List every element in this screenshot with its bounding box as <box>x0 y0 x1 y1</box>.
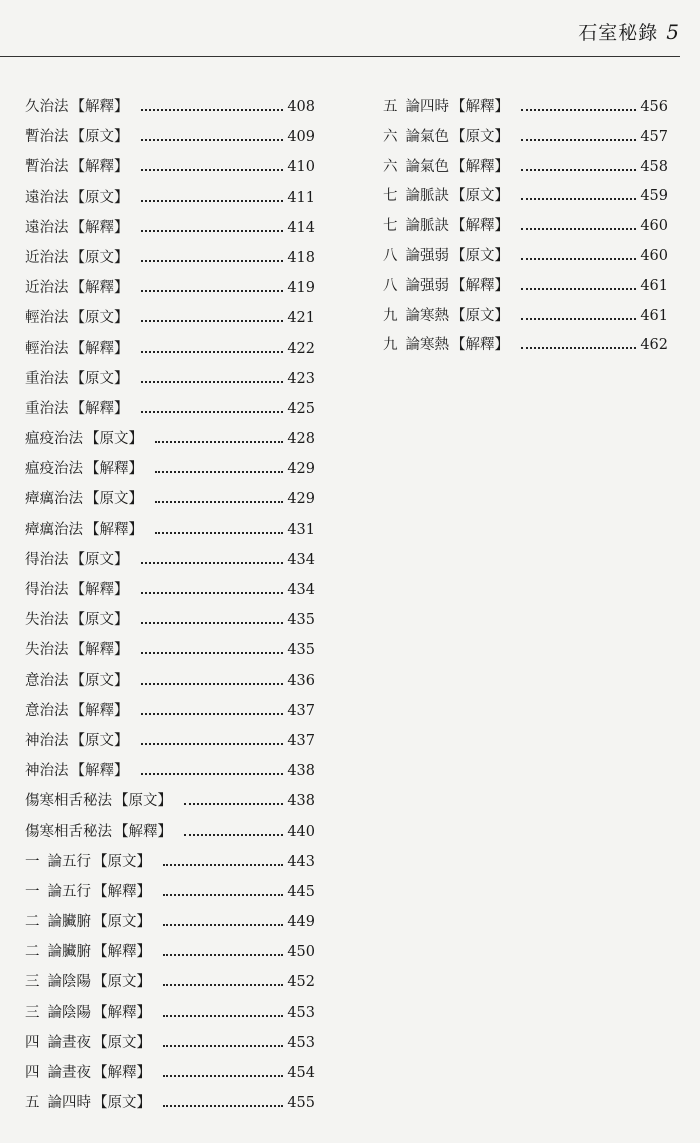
entry-title: 瘴癘治法 <box>25 521 83 538</box>
entry-type: 【解釋】 <box>85 521 143 538</box>
dot-leader <box>141 773 284 775</box>
entry-title: 論五行 <box>47 853 91 870</box>
entry-title: 重治法 <box>25 370 69 387</box>
dot-leader <box>141 200 284 202</box>
entry-number: 二 <box>25 914 40 931</box>
entry-title: 瘴癘治法 <box>25 491 83 508</box>
entry-type: 【解釋】 <box>70 702 129 719</box>
entry-title: 論陰陽 <box>47 1004 91 1021</box>
entry-type: 【解釋】 <box>451 337 509 354</box>
page-number: 5 <box>666 20 680 44</box>
entry-page-number: 435 <box>287 642 315 659</box>
header-rule <box>0 56 680 57</box>
toc-entry <box>383 333 668 363</box>
entry-page-number: 458 <box>640 158 668 175</box>
entry-type: 【原文】 <box>70 672 129 689</box>
entry-page-number: 408 <box>287 99 315 115</box>
entry-type: 【原文】 <box>70 370 129 387</box>
toc-entry <box>383 95 668 125</box>
entry-page-number: 423 <box>287 370 315 387</box>
dot-leader <box>521 139 636 141</box>
entry-title: 論脈訣 <box>405 218 449 235</box>
toc-entry <box>25 578 315 608</box>
entry-title: 輕治法 <box>25 310 69 327</box>
entry-page-number: 411 <box>287 189 315 206</box>
dot-leader <box>184 803 283 805</box>
dot-leader <box>155 501 283 503</box>
running-header <box>578 18 680 45</box>
entry-title: 傷寒相舌秘法 <box>25 793 112 810</box>
toc-entry <box>25 397 315 427</box>
toc-entry <box>25 95 315 125</box>
entry-type: 【原文】 <box>451 188 509 205</box>
entry-type: 【解釋】 <box>93 1065 151 1081</box>
entry-number: 七 <box>383 218 398 235</box>
entry-type: 【解釋】 <box>114 823 172 840</box>
entry-number: 四 <box>25 1065 40 1081</box>
entry-page-number: 461 <box>640 277 668 294</box>
entry-title: 久治法 <box>25 99 69 115</box>
entry-title: 遠治法 <box>25 189 69 206</box>
entry-type: 【原文】 <box>451 307 509 324</box>
entry-page-number: 414 <box>287 219 315 236</box>
toc-entry <box>25 125 315 155</box>
dot-leader <box>521 258 636 260</box>
entry-title: 失治法 <box>25 612 69 629</box>
dot-leader <box>163 924 283 926</box>
entry-page-number: 453 <box>287 1004 315 1021</box>
entry-page-number: 436 <box>287 672 315 689</box>
entry-page-number: 460 <box>640 218 668 235</box>
toc-entry <box>25 669 315 699</box>
dot-leader <box>163 1045 283 1047</box>
dot-leader <box>141 411 284 413</box>
entry-title: 論臟腑 <box>47 914 91 931</box>
entry-page-number: 459 <box>640 188 668 205</box>
entry-type: 【原文】 <box>70 129 129 146</box>
entry-number: 八 <box>383 247 398 264</box>
entry-page-number: 409 <box>287 129 315 146</box>
entry-title: 瘟疫治法 <box>25 431 83 448</box>
dot-leader <box>141 683 284 685</box>
entry-page-number: 422 <box>287 340 315 357</box>
entry-page-number: 428 <box>287 431 315 448</box>
dot-leader <box>521 288 636 290</box>
entry-number: 七 <box>383 188 398 205</box>
entry-number: 八 <box>383 277 398 294</box>
toc-entry <box>25 337 315 367</box>
dot-leader <box>155 441 283 443</box>
entry-title: 失治法 <box>25 642 69 659</box>
toc-entry <box>25 548 315 578</box>
toc-entry <box>25 1001 315 1031</box>
book-title: 石室秘錄 <box>578 22 659 44</box>
entry-type: 【解釋】 <box>70 582 129 598</box>
entry-title: 得治法 <box>25 582 69 598</box>
entry-number: 三 <box>25 974 40 991</box>
entry-page-number: 445 <box>287 883 315 900</box>
entry-page-number: 419 <box>287 280 315 297</box>
entry-type: 【解釋】 <box>70 340 129 357</box>
entry-title: 論强弱 <box>405 277 449 294</box>
entry-number: 三 <box>25 1004 40 1021</box>
entry-title: 暫治法 <box>25 129 69 146</box>
dot-leader <box>163 954 283 956</box>
entry-page-number: 440 <box>287 823 315 840</box>
toc-entry <box>383 274 668 304</box>
dot-leader <box>521 169 636 171</box>
toc-entry <box>25 638 315 668</box>
entry-title: 論晝夜 <box>47 1065 91 1081</box>
entry-type: 【原文】 <box>451 128 509 145</box>
dot-leader <box>141 713 284 715</box>
entry-title: 論强弱 <box>405 247 449 264</box>
entry-type: 【原文】 <box>93 974 151 991</box>
toc-entry <box>25 729 315 759</box>
toc-entry <box>25 186 315 216</box>
entry-title: 論氣色 <box>405 128 449 145</box>
dot-leader <box>155 471 283 473</box>
dot-leader <box>141 320 284 322</box>
dot-leader <box>521 318 636 320</box>
entry-type: 【解釋】 <box>451 277 509 294</box>
entry-page-number: 438 <box>287 793 315 810</box>
entry-type: 【原文】 <box>70 732 129 749</box>
entry-number: 四 <box>25 1034 40 1051</box>
entry-type: 【原文】 <box>85 431 143 448</box>
entry-title: 瘟疫治法 <box>25 461 83 478</box>
entry-title: 暫治法 <box>25 159 69 176</box>
entry-type: 【解釋】 <box>70 159 129 176</box>
toc-column-right <box>383 95 668 363</box>
toc-entry <box>383 244 668 274</box>
entry-type: 【解釋】 <box>70 642 129 659</box>
entry-number: 九 <box>383 337 398 354</box>
toc-entry <box>25 970 315 1000</box>
toc-entry <box>25 246 315 276</box>
entry-type: 【解釋】 <box>93 944 151 961</box>
dot-leader <box>155 532 283 534</box>
entry-title: 意治法 <box>25 702 69 719</box>
entry-page-number: 431 <box>287 521 315 538</box>
dot-leader <box>163 1015 283 1017</box>
toc-entry <box>25 910 315 940</box>
entry-title: 論晝夜 <box>47 1034 91 1051</box>
toc-entry <box>25 216 315 246</box>
dot-leader <box>141 652 284 654</box>
dot-leader <box>184 834 283 836</box>
entry-page-number: 462 <box>640 337 668 354</box>
entry-title: 傷寒相舌秘法 <box>25 823 112 840</box>
entry-type: 【解釋】 <box>451 218 509 235</box>
toc-entry <box>25 457 315 487</box>
entry-number: 六 <box>383 158 398 175</box>
entry-title: 近治法 <box>25 249 69 266</box>
entry-page-number: 438 <box>287 763 315 780</box>
dot-leader <box>163 864 283 866</box>
toc-entry <box>383 184 668 214</box>
entry-type: 【原文】 <box>70 612 129 629</box>
dot-leader <box>521 347 636 349</box>
entry-title: 論寒熱 <box>405 307 449 324</box>
dot-leader <box>521 109 636 111</box>
dot-leader <box>521 228 636 230</box>
entry-page-number: 456 <box>640 99 668 115</box>
dot-leader <box>141 139 284 141</box>
toc-entry <box>25 789 315 819</box>
entry-title: 論五行 <box>47 883 91 900</box>
entry-type: 【原文】 <box>93 1034 151 1051</box>
entry-type: 【原文】 <box>93 914 151 931</box>
toc-entry <box>25 1061 315 1091</box>
toc-entry <box>383 304 668 334</box>
dot-leader <box>141 230 284 232</box>
entry-title: 論陰陽 <box>47 974 91 991</box>
toc-entry <box>25 155 315 185</box>
entry-type: 【原文】 <box>70 189 129 206</box>
dot-leader <box>141 562 284 564</box>
entry-page-number: 425 <box>287 400 315 417</box>
toc-entry <box>25 699 315 729</box>
toc-entry <box>25 850 315 880</box>
dot-leader <box>163 984 283 986</box>
entry-type: 【解釋】 <box>70 400 129 417</box>
entry-number: 一 <box>25 883 40 900</box>
entry-page-number: 453 <box>287 1034 315 1051</box>
entry-page-number: 449 <box>287 914 315 931</box>
toc-entry <box>25 367 315 397</box>
entry-number: 五 <box>383 99 398 115</box>
entry-number: 六 <box>383 128 398 145</box>
entry-page-number: 452 <box>287 974 315 991</box>
entry-title: 論四時 <box>47 1095 91 1112</box>
dot-leader <box>141 290 284 292</box>
entry-type: 【解釋】 <box>451 158 509 175</box>
entry-title: 意治法 <box>25 672 69 689</box>
dot-leader <box>163 1105 283 1107</box>
entry-type: 【原文】 <box>70 551 129 568</box>
entry-title: 論臟腑 <box>47 944 91 961</box>
dot-leader <box>163 894 283 896</box>
entry-page-number: 461 <box>640 307 668 324</box>
toc-entry <box>25 608 315 638</box>
entry-type: 【解釋】 <box>70 763 129 780</box>
entry-page-number: 455 <box>287 1095 315 1112</box>
entry-page-number: 450 <box>287 944 315 961</box>
toc-entry <box>25 487 315 517</box>
entry-title: 得治法 <box>25 551 69 568</box>
entry-type: 【原文】 <box>70 249 129 266</box>
toc-entry <box>25 1091 315 1121</box>
dot-leader <box>141 592 284 594</box>
entry-type: 【解釋】 <box>70 99 129 115</box>
entry-page-number: 437 <box>287 732 315 749</box>
entry-page-number: 434 <box>287 551 315 568</box>
entry-title: 輕治法 <box>25 340 69 357</box>
entry-type: 【原文】 <box>93 1095 151 1112</box>
entry-type: 【原文】 <box>85 491 143 508</box>
entry-page-number: 410 <box>287 159 315 176</box>
toc-entry <box>383 214 668 244</box>
entry-title: 論脈訣 <box>405 188 449 205</box>
entry-type: 【解釋】 <box>451 99 509 115</box>
entry-number: 一 <box>25 853 40 870</box>
toc-entry <box>383 125 668 155</box>
entry-type: 【解釋】 <box>93 1004 151 1021</box>
entry-type: 【解釋】 <box>70 219 129 236</box>
dot-leader <box>163 1075 283 1077</box>
entry-number: 二 <box>25 944 40 961</box>
dot-leader <box>521 198 636 200</box>
entry-page-number: 437 <box>287 702 315 719</box>
entry-title: 論氣色 <box>405 158 449 175</box>
entry-type: 【解釋】 <box>93 883 151 900</box>
entry-page-number: 429 <box>287 461 315 478</box>
entry-page-number: 460 <box>640 247 668 264</box>
dot-leader <box>141 260 284 262</box>
entry-page-number: 454 <box>287 1065 315 1081</box>
toc-entry <box>25 427 315 457</box>
toc-entry <box>25 940 315 970</box>
dot-leader <box>141 351 284 353</box>
toc-entry <box>383 155 668 185</box>
toc-column-left <box>25 95 315 1121</box>
entry-title: 神治法 <box>25 763 69 780</box>
entry-title: 遠治法 <box>25 219 69 236</box>
entry-title: 論寒熱 <box>405 337 449 354</box>
toc-entry <box>25 276 315 306</box>
toc-entry <box>25 880 315 910</box>
toc-entry <box>25 518 315 548</box>
dot-leader <box>141 743 284 745</box>
entry-page-number: 434 <box>287 582 315 598</box>
entry-type: 【原文】 <box>70 310 129 327</box>
entry-type: 【原文】 <box>114 793 172 810</box>
toc-entry <box>25 820 315 850</box>
entry-title: 重治法 <box>25 400 69 417</box>
dot-leader <box>141 381 284 383</box>
toc-entry <box>25 759 315 789</box>
entry-page-number: 418 <box>287 249 315 266</box>
entry-number: 九 <box>383 307 398 324</box>
toc-entry <box>25 1031 315 1061</box>
entry-type: 【解釋】 <box>85 461 143 478</box>
entry-type: 【原文】 <box>93 853 151 870</box>
entry-title: 神治法 <box>25 732 69 749</box>
dot-leader <box>141 622 284 624</box>
entry-type: 【解釋】 <box>70 280 129 297</box>
dot-leader <box>141 169 284 171</box>
entry-page-number: 421 <box>287 310 315 327</box>
entry-page-number: 457 <box>640 128 668 145</box>
entry-number: 五 <box>25 1095 40 1112</box>
entry-title: 論四時 <box>405 99 449 115</box>
entry-page-number: 435 <box>287 612 315 629</box>
dot-leader <box>141 109 284 111</box>
entry-page-number: 429 <box>287 491 315 508</box>
entry-type: 【原文】 <box>451 247 509 264</box>
toc-entry <box>25 306 315 336</box>
entry-title: 近治法 <box>25 280 69 297</box>
page-header <box>0 0 700 60</box>
entry-page-number: 443 <box>287 853 315 870</box>
